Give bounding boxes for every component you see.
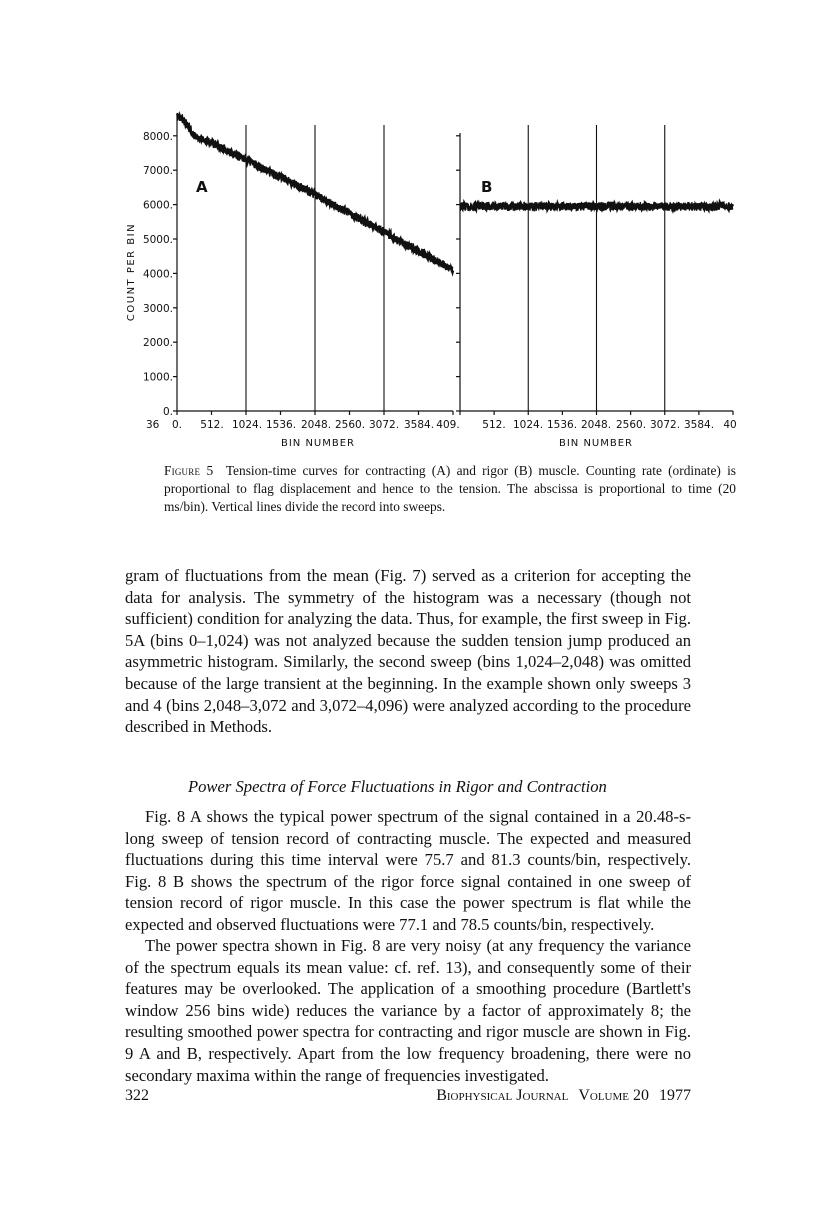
svg-text:2560.: 2560. [334, 419, 366, 431]
svg-text:4000.: 4000. [142, 268, 173, 281]
svg-text:409.: 409. [436, 419, 460, 431]
svg-text:0.: 0. [162, 406, 173, 418]
svg-text:0.: 0. [171, 419, 183, 431]
svg-text:3584.: 3584. [403, 419, 435, 431]
svg-text:3072.: 3072. [368, 419, 400, 431]
figure-caption-label: Figure 5 [164, 463, 214, 478]
svg-text:A: A [196, 178, 208, 196]
page-footer [125, 1087, 691, 1105]
svg-text:2000.: 2000. [142, 337, 173, 350]
svg-text:512.: 512. [482, 419, 506, 431]
svg-text:2048.: 2048. [580, 419, 612, 431]
journal-name: Biophysical Journal [436, 1087, 569, 1104]
svg-text:7000.: 7000. [142, 165, 173, 178]
journal-volume: Volume 20 [578, 1087, 649, 1104]
svg-text:1000.: 1000. [142, 371, 173, 384]
svg-text:1536.: 1536. [546, 419, 578, 431]
svg-text:BIN NUMBER: BIN NUMBER [558, 438, 634, 449]
svg-text:1024.: 1024. [231, 419, 263, 431]
section-heading: Power Spectra of Force Fluctuations in Rigor and Contraction [188, 777, 607, 796]
svg-text:2560.: 2560. [615, 419, 647, 431]
paragraph-smoothing: The power spectra shown in Fig. 8 are very noisy (at any frequency the variance of the spectrum equals its mean value: cf. ref. 13), and consequently some of their features may be overlooked. The application of a smoothing procedure (Bartlett's window 256 bins wide) reduces the variance by a factor of approximately 8; the resulting smoothed power spectra for contracting and rigor muscle are shown in Fig. 9 A and B, respectively. Apart from the low frequency broadening, there were no secondary maxima within the range of frequencies investigated. [125, 936, 691, 1085]
svg-text:6000.: 6000. [142, 199, 173, 212]
paragraph-histogram-criterion: gram of fluctuations from the mean (Fig. 7) served as a criterion for accepting the data for analysis. The symmetry of the histogram was a necessary (though not sufficient) condition for analyzing the data. Thus, for example, the first sweep in Fig. 5A (bins 0–1,024) was not analyzed because the sudden tension jump produced an asymmetric histogram. Similarly, the second sweep (bins 1,024–2,048) was omitted because of the large transient at the beginning. In the example shown only sweeps 3 and 4 (bins 2,048–3,072 and 3,072–4,096) were analyzed according to the procedure described in Methods. [125, 566, 691, 737]
paragraph-power-spectrum: Fig. 8 A shows the typical power spectrum of the signal contained in a 20.48-s-long sweep of tension record of contracting muscle. The expected and measured fluctuations during this time interval were 75.7 and 81.3 counts/bin, respectively. Fig. 8 B shows the spectrum of the rigor force signal contained in one sweep of tension record of rigor muscle. In this case the power spectrum is flat while the expected and observed fluctuations were 77.1 and 78.5 counts/bin, respectively. [125, 807, 691, 934]
svg-text:36: 36 [146, 419, 160, 431]
svg-text:3072.: 3072. [649, 419, 681, 431]
figure-5 [0, 0, 816, 460]
svg-text:512.: 512. [200, 419, 224, 431]
page-number: 322 [125, 1087, 149, 1104]
svg-text:3000.: 3000. [142, 302, 173, 315]
figure-caption-text: Tension-time curves for contracting (A) and rigor (B) muscle. Counting rate (ordinate) is proportional to flag displacement and hence to the tension. The abscissa is proportional to time (20 ms/bin). Vertical lines divide the record into sweeps. [164, 463, 736, 514]
svg-text:3584.: 3584. [683, 419, 715, 431]
tension-time-chart [0, 0, 816, 460]
svg-text:B: B [481, 178, 493, 196]
journal-year: 1977 [659, 1087, 691, 1104]
svg-text:40: 40 [723, 419, 737, 431]
svg-text:2048.: 2048. [300, 419, 332, 431]
svg-text:1024.: 1024. [512, 419, 544, 431]
svg-text:BIN NUMBER: BIN NUMBER [280, 438, 356, 449]
svg-text:COUNT PER BIN: COUNT PER BIN [126, 222, 137, 322]
svg-text:5000.: 5000. [142, 234, 173, 246]
figure-caption [164, 462, 736, 516]
svg-text:8000.: 8000. [142, 130, 173, 143]
svg-text:1536.: 1536. [265, 419, 297, 431]
journal-citation [426, 1087, 691, 1105]
